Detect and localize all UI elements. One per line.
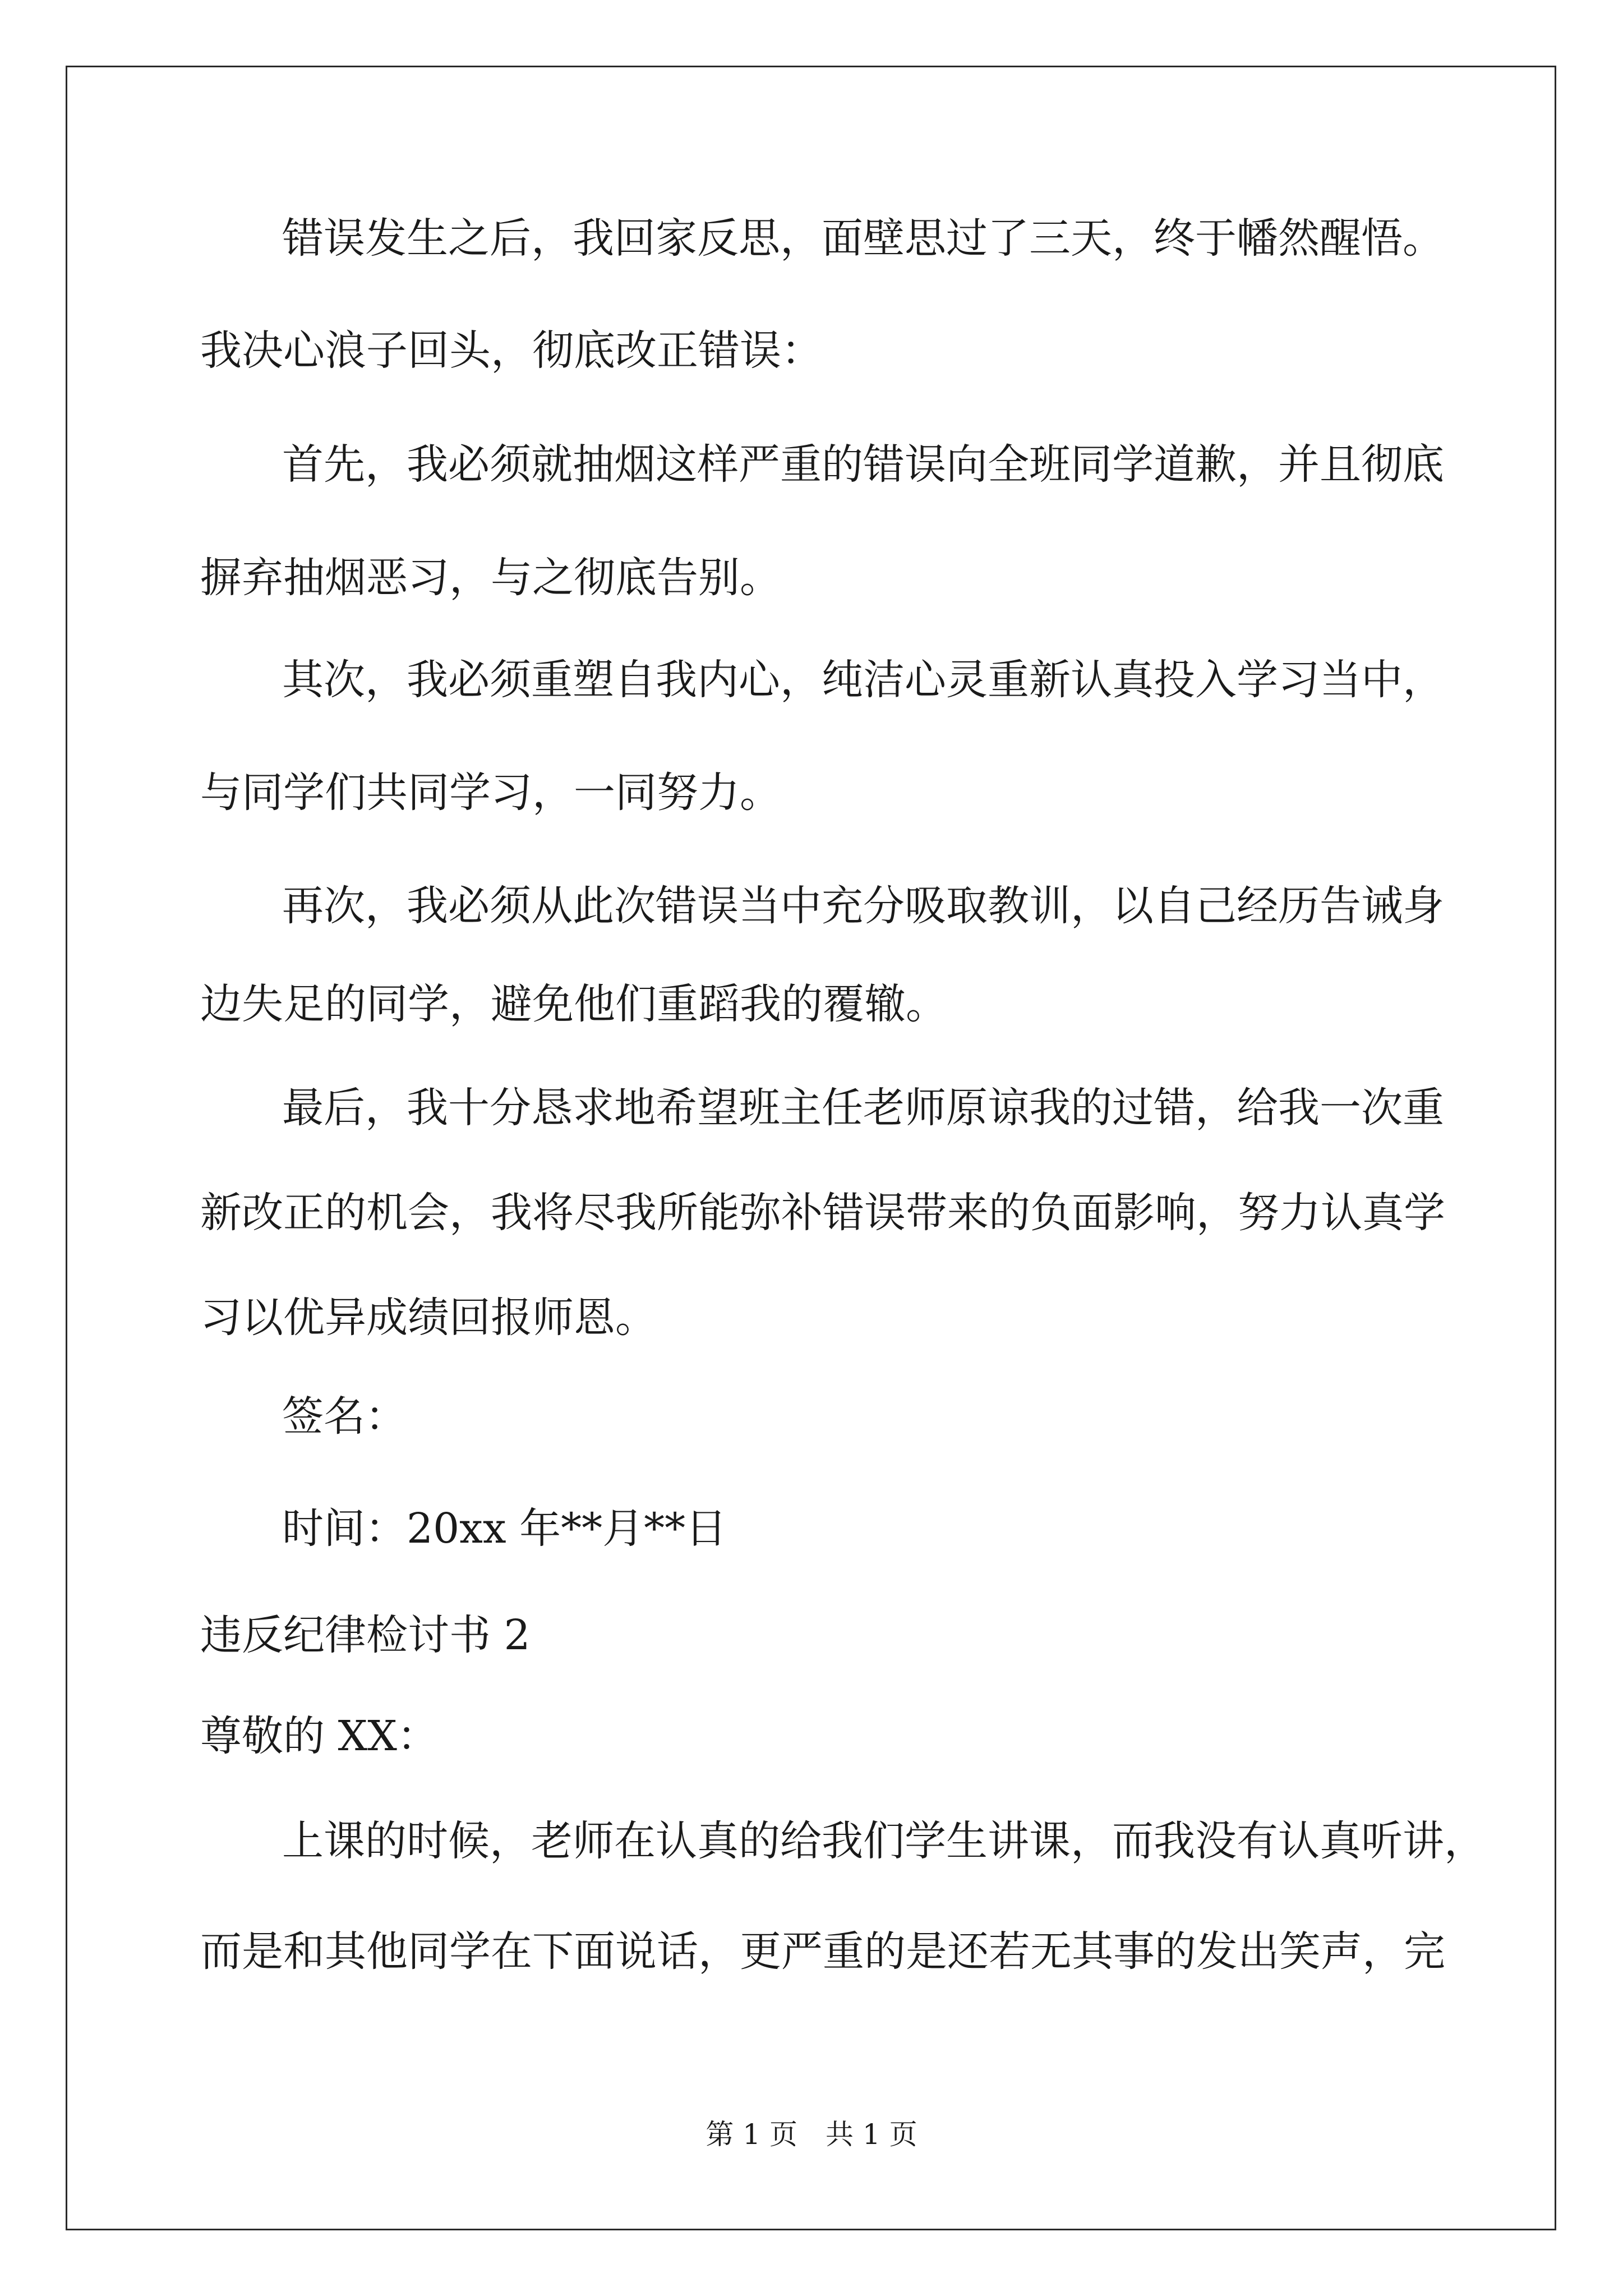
paragraph-line: 错误发生之后，我回家反思，面壁思过了三天，终于幡然醒悟。	[282, 214, 1444, 263]
paragraph-line: 我决心浪子回头，彻底改正错误：	[200, 326, 823, 375]
paragraph-line: 再次，我必须从此次错误当中充分吸取教训，以自己经历告诫身	[282, 882, 1444, 930]
signature-label: 签名：	[282, 1392, 407, 1441]
paragraph-line: 最后，我十分恳求地希望班主任老师原谅我的过错，给我一次重	[282, 1084, 1444, 1132]
section-title: 违反纪律检讨书 2	[200, 1611, 531, 1659]
page-number: 第 1 页 共 1 页	[706, 2118, 917, 2151]
paragraph-line: 上课的时候，老师在认真的给我们学生讲课，而我没有认真听讲，	[282, 1817, 1486, 1865]
paragraph-line: 而是和其他同学在下面说话，更严重的是还若无其事的发出笑声，完	[200, 1927, 1445, 1976]
page-border	[66, 66, 1556, 2230]
date-line: 时间：20xx 年**月**日	[282, 1504, 727, 1553]
paragraph-line: 首先，我必须就抽烟这样严重的错误向全班同学道歉，并且彻底	[282, 440, 1444, 489]
paragraph-line: 其次，我必须重塑自我内心，纯洁心灵重新认真投入学习当中，	[282, 656, 1444, 704]
salutation: 尊敬的 XX：	[200, 1712, 439, 1760]
paragraph-line: 摒弃抽烟恶习，与之彻底告别。	[200, 554, 781, 602]
paragraph-line: 与同学们共同学习，一同努力。	[200, 769, 781, 817]
paragraph-line: 新改正的机会，我将尽我所能弥补错误带来的负面影响，努力认真学	[200, 1189, 1445, 1237]
paragraph-line: 习以优异成绩回报师恩。	[200, 1294, 657, 1342]
paragraph-line: 边失足的同学，避免他们重蹈我的覆辙。	[200, 980, 947, 1028]
